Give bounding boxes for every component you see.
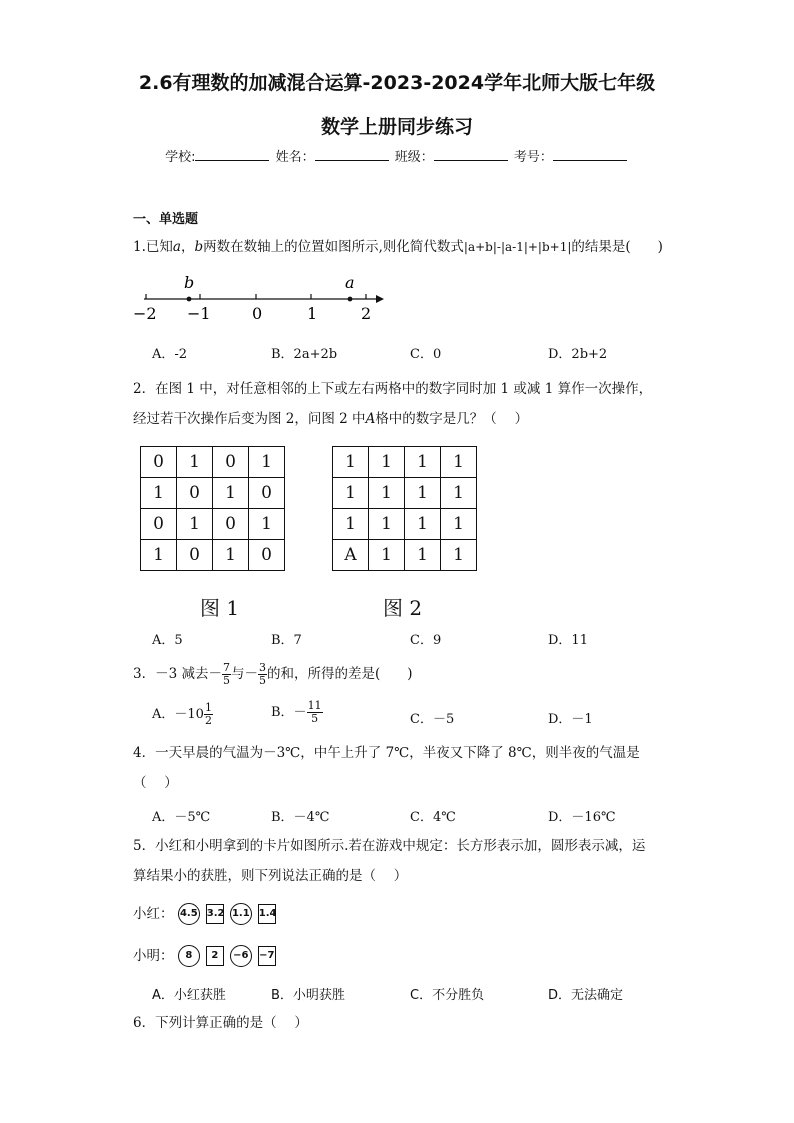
number-line-arrow: [376, 295, 384, 303]
q4-option-d[interactable]: D．－16℃: [548, 810, 616, 825]
rectangle-card: −7: [258, 946, 276, 966]
grid-figure-2: 1 1 1 1 1 1 1 1 1 1 1 1 A 1 1 1: [332, 446, 477, 571]
point-b-label: b: [184, 273, 195, 292]
fraction-7-5: $\frac{7}{5}$: [222, 661, 230, 687]
name-blank[interactable]: [315, 148, 389, 161]
tick-label-0: 0: [252, 304, 263, 323]
xiaoming-cards: [133, 944, 282, 967]
q3-option-d[interactable]: D．－1: [548, 712, 593, 727]
q1-option-a[interactable]: A．-2: [152, 347, 188, 362]
q3-option-a[interactable]: A．－10 $\frac{1}{2}$: [152, 701, 212, 727]
q1-option-d[interactable]: D．2b+2: [548, 347, 608, 362]
q2-option-d[interactable]: D．11: [548, 633, 588, 648]
q5-option-d[interactable]: D．无法确定: [548, 988, 624, 1003]
class-blank[interactable]: [434, 148, 508, 161]
school-blank[interactable]: [195, 148, 269, 161]
tick-label-2: 2: [361, 304, 372, 323]
class-label: 班级：: [394, 150, 434, 165]
xiaohong-label: 小红：: [133, 906, 174, 922]
xiaoming-label: 小明：: [133, 948, 174, 964]
circle-card: −6: [230, 945, 252, 967]
question-6: 6．下列计算正确的是（ ）: [133, 1015, 308, 1031]
q4-option-c[interactable]: C．4℃: [410, 810, 456, 825]
question-5-line1: 5．小红和小明拿到的卡片如图所示.若在游戏中规定：长方形表示加，圆形表示减，运: [133, 838, 646, 854]
grid-figure-1: 0 1 0 1 1 0 1 0 0 1 0 1 1 0 1 0: [140, 446, 285, 571]
number-line: [128, 270, 398, 326]
question-3: 3．－3 减去－ $\frac{7}{5}$ 与－ $\frac{3}{5}$ 的和，所得的差是( ): [133, 661, 413, 687]
doc-title-line2: 数学上册同步练习: [320, 116, 473, 138]
point-b: [187, 297, 192, 302]
q5-option-a[interactable]: A．小红获胜: [152, 988, 226, 1003]
circle-card: 1.1: [230, 903, 252, 925]
fraction-3-5: $\frac{3}{5}$: [258, 661, 266, 687]
question-2-line1: 2．在图 1 中，对任意相邻的上下或左右两格中的数字同时加 1 或减 1 算作一次操作，: [133, 381, 653, 397]
student-info-row: [0, 146, 794, 165]
question-5-line2: 算结果小的获胜，则下列说法正确的是（ ）: [133, 868, 408, 884]
q1-option-c[interactable]: C．0: [410, 347, 442, 362]
rectangle-card: 3.2: [206, 904, 224, 924]
q5-option-c[interactable]: C．不分胜负: [410, 988, 485, 1003]
q4-option-a[interactable]: A．－5℃: [152, 810, 211, 825]
question-2-line2: 经过若干次操作后变为图 2，问图 2 中A格中的数字是几？（ ）: [133, 411, 529, 427]
point-a-label: a: [345, 273, 355, 292]
q3-option-c[interactable]: C．－5: [410, 712, 455, 727]
exam-no-label: 考号：: [513, 150, 553, 165]
q2-option-b[interactable]: B．7: [271, 633, 302, 648]
caption-figure-1: 图 1: [200, 596, 240, 620]
rectangle-card: 1.4: [258, 904, 276, 924]
q2-option-c[interactable]: C．9: [410, 633, 442, 648]
q1-option-b[interactable]: B．2a+2b: [271, 347, 338, 362]
circle-card: 8: [178, 945, 200, 967]
rectangle-card: 2: [206, 946, 224, 966]
question-4-line2: （ ）: [133, 775, 178, 791]
point-a: [348, 297, 353, 302]
circle-card: 4.5: [178, 903, 200, 925]
q3-option-b[interactable]: B．－ $\frac{11}{5}$: [271, 699, 322, 725]
exam-no-blank[interactable]: [553, 148, 627, 161]
q2-option-a[interactable]: A．5: [152, 633, 183, 648]
question-4-line1: 4．一天早晨的气温为－3℃，中午上升了 7℃，半夜又下降了 8℃，则半夜的气温是: [133, 745, 640, 761]
caption-figure-2: 图 2: [383, 596, 423, 620]
tick-label-minus2: −2: [133, 304, 157, 323]
xiaohong-cards: [133, 902, 282, 925]
tick-label-1: 1: [307, 304, 318, 323]
question-1: 1.已知a，b两数在数轴上的位置如图所示,则化简代数式|a+b|-|a-1|+|b+1|的结果是( ): [133, 239, 663, 255]
q4-option-b[interactable]: B．－4℃: [271, 810, 330, 825]
doc-title-line1: 2.6有理数的加减混合运算-2023-2024学年北师大版七年级: [138, 72, 656, 94]
tick-label-minus1: −1: [187, 304, 211, 323]
name-label: 姓名：: [275, 150, 315, 165]
q5-option-b[interactable]: B．小明获胜: [271, 988, 345, 1003]
section-title: 一、单选题: [133, 212, 199, 227]
school-label: 学校:: [165, 150, 196, 165]
